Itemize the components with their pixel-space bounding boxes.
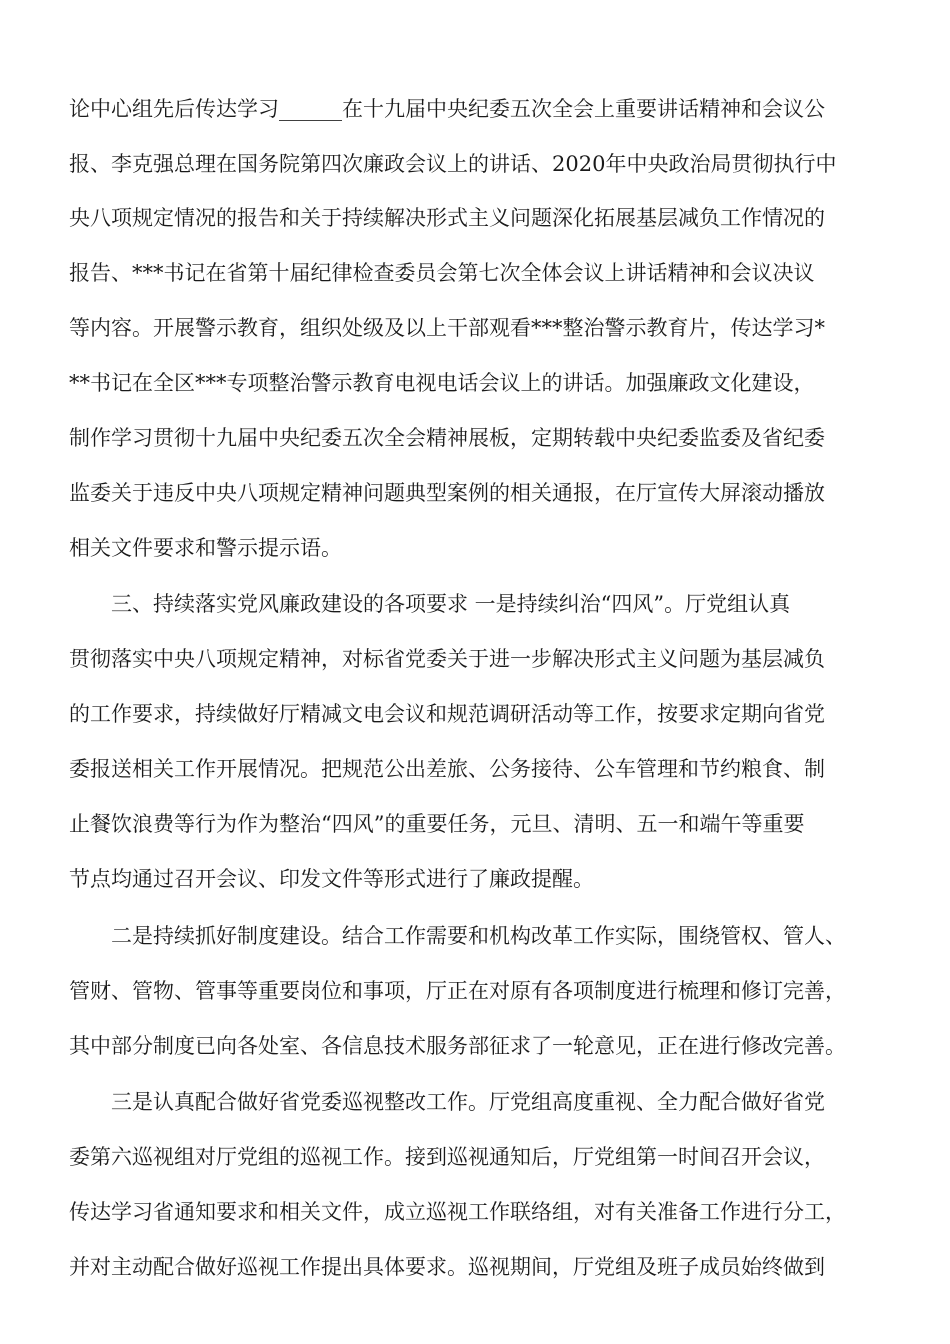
text-line: 报告、***书记在省第十届纪律检查委员会第七次全体会议上讲话精神和会议决议 (69, 261, 815, 285)
text-line: 制作学习贯彻十九届中央纪委五次全会精神展板，定期转载中央纪委监委及省纪委 (69, 426, 825, 450)
text-line: 央八项规定情况的报告和关于持续解决形式主义问题深化拓展基层减负工作情况的 (69, 206, 825, 230)
section-heading-line: 三、持续落实党风廉政建设的各项要求 一是持续纠治“四风”。厅党组认真 (111, 592, 791, 616)
text-line: **书记在全区***专项整治警示教育电视电话会议上的讲话。加强廉政文化建设， (69, 371, 815, 395)
text-line: 等内容。开展警示教育，组织处级及以上干部观看***整治警示教育片，传达学习* (69, 316, 825, 340)
text-line: 论中心组先后传达学习______在十九届中央纪委五次全会上重要讲话精神和会议公 (69, 97, 825, 121)
text-line: 委报送相关工作开展情况。把规范公出差旅、公务接待、公车管理和节约粮食、制 (69, 757, 825, 781)
text-line: 报、李克强总理在国务院第四次廉政会议上的讲话、2020年中央政治局贯彻执行中 (69, 152, 837, 176)
text-line: 委第六巡视组对厅党组的巡视工作。接到巡视通知后，厅党组第一时间召开会议， (69, 1145, 825, 1169)
text-line: 的工作要求，持续做好厅精减文电会议和规范调研活动等工作，按要求定期向省党 (69, 702, 825, 726)
text-line: 并对主动配合做好巡视工作提出具体要求。巡视期间，厅党组及班子成员始终做到 (69, 1255, 825, 1279)
text-line: 止餐饮浪费等行为作为整治“四风”的重要任务，元旦、清明、五一和端午等重要 (69, 812, 805, 836)
text-line: 贯彻落实中央八项规定精神，对标省党委关于进一步解决形式主义问题为基层减负 (69, 647, 825, 671)
text-line: 管财、管物、管事等重要岗位和事项，厅正在对原有各项制度进行梳理和修订完善， (69, 979, 846, 1003)
paragraph-start-line: 二是持续抓好制度建设。结合工作需要和机构改革工作实际，围绕管权、管人、 (111, 924, 846, 948)
paragraph-start-line: 三是认真配合做好省党委巡视整改工作。厅党组高度重视、全力配合做好省党 (111, 1090, 825, 1114)
text-line: 传达学习省通知要求和相关文件，成立巡视工作联络组，对有关准备工作进行分工， (69, 1200, 846, 1224)
text-line: 相关文件要求和警示提示语。 (69, 536, 342, 560)
text-line: 节点均通过召开会议、印发文件等形式进行了廉政提醒。 (69, 867, 594, 891)
text-line: 监委关于违反中央八项规定精神问题典型案例的相关通报，在厅宣传大屏滚动播放 (69, 481, 825, 505)
text-line: 其中部分制度已向各处室、各信息技术服务部征求了一轮意见，正在进行修改完善。 (69, 1034, 846, 1058)
